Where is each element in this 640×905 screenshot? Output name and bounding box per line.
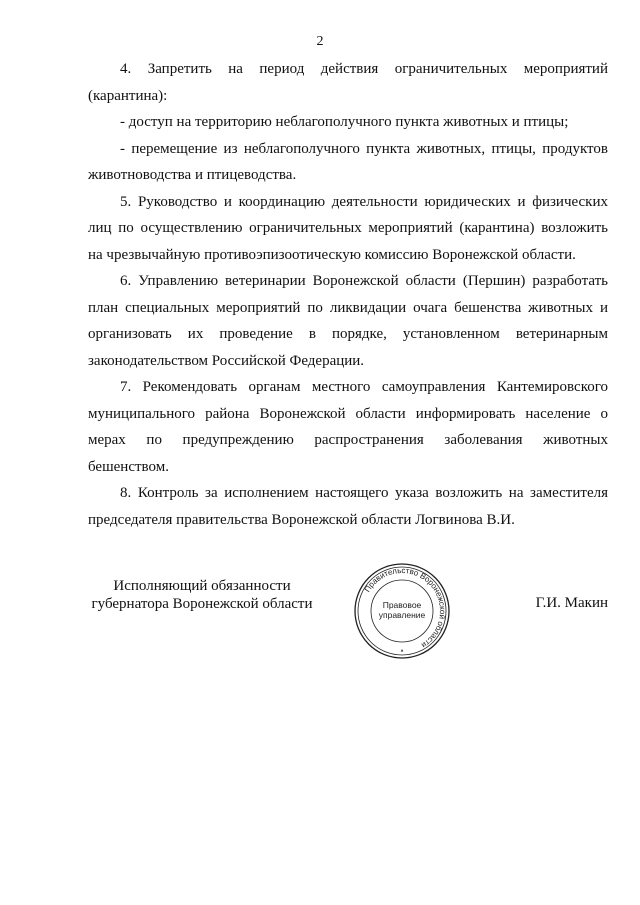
signatory-title-line2: губернатора Воронежской области: [91, 596, 313, 612]
signatory-title: [88, 577, 316, 613]
document-body: [88, 56, 608, 533]
stamp-center-line2: управление: [378, 610, 426, 620]
stamp-ring-text: Правительство Воронежской области: [362, 565, 448, 650]
clause-4-item-movement: - перемещение из неблагополучного пункта животных, птицы, продуктов животноводства и птицеводства.: [88, 140, 608, 183]
clause-6: 6. Управлению ветеринарии Воронежской области (Першин) разработать план специальных мероприятий по ликвидации очага бешенства животных и организовать их проведение в порядке, установленном ветеринарным законодательством Российской Федерации.: [88, 273, 608, 369]
official-stamp: [352, 561, 452, 661]
signatory-name: Г.И. Макин: [535, 595, 608, 611]
stamp-center-line1: Правовое: [382, 600, 422, 610]
star-icon: [401, 649, 403, 652]
signature-block: [88, 565, 608, 657]
clause-5: 5. Руководство и координацию деятельности юридических и физических лиц по осуществлению ограничительных мероприятий (карантина) возложить на чрезвычайную противоэпизоотическую комиссию Воронежской области.: [88, 193, 608, 263]
page-number: 2: [316, 34, 324, 49]
clause-7: 7. Рекомендовать органам местного самоуправления Кантемировского муниципального района Воронежской области информировать население о мерах по предупреждению распространения заболевания животных бешенством.: [88, 379, 608, 475]
clause-4: 4. Запретить на период действия ограничительных мероприятий (карантина):: [88, 61, 608, 104]
clause-4-item-access: - доступ на территорию неблагополучного пункта животных и птицы;: [120, 114, 569, 130]
clause-8: 8. Контроль за исполнением настоящего указа возложить на заместителя председателя правительства Воронежской области Логвинова В.И.: [88, 485, 608, 528]
signatory-title-line1: Исполняющий обязанности: [113, 578, 291, 594]
